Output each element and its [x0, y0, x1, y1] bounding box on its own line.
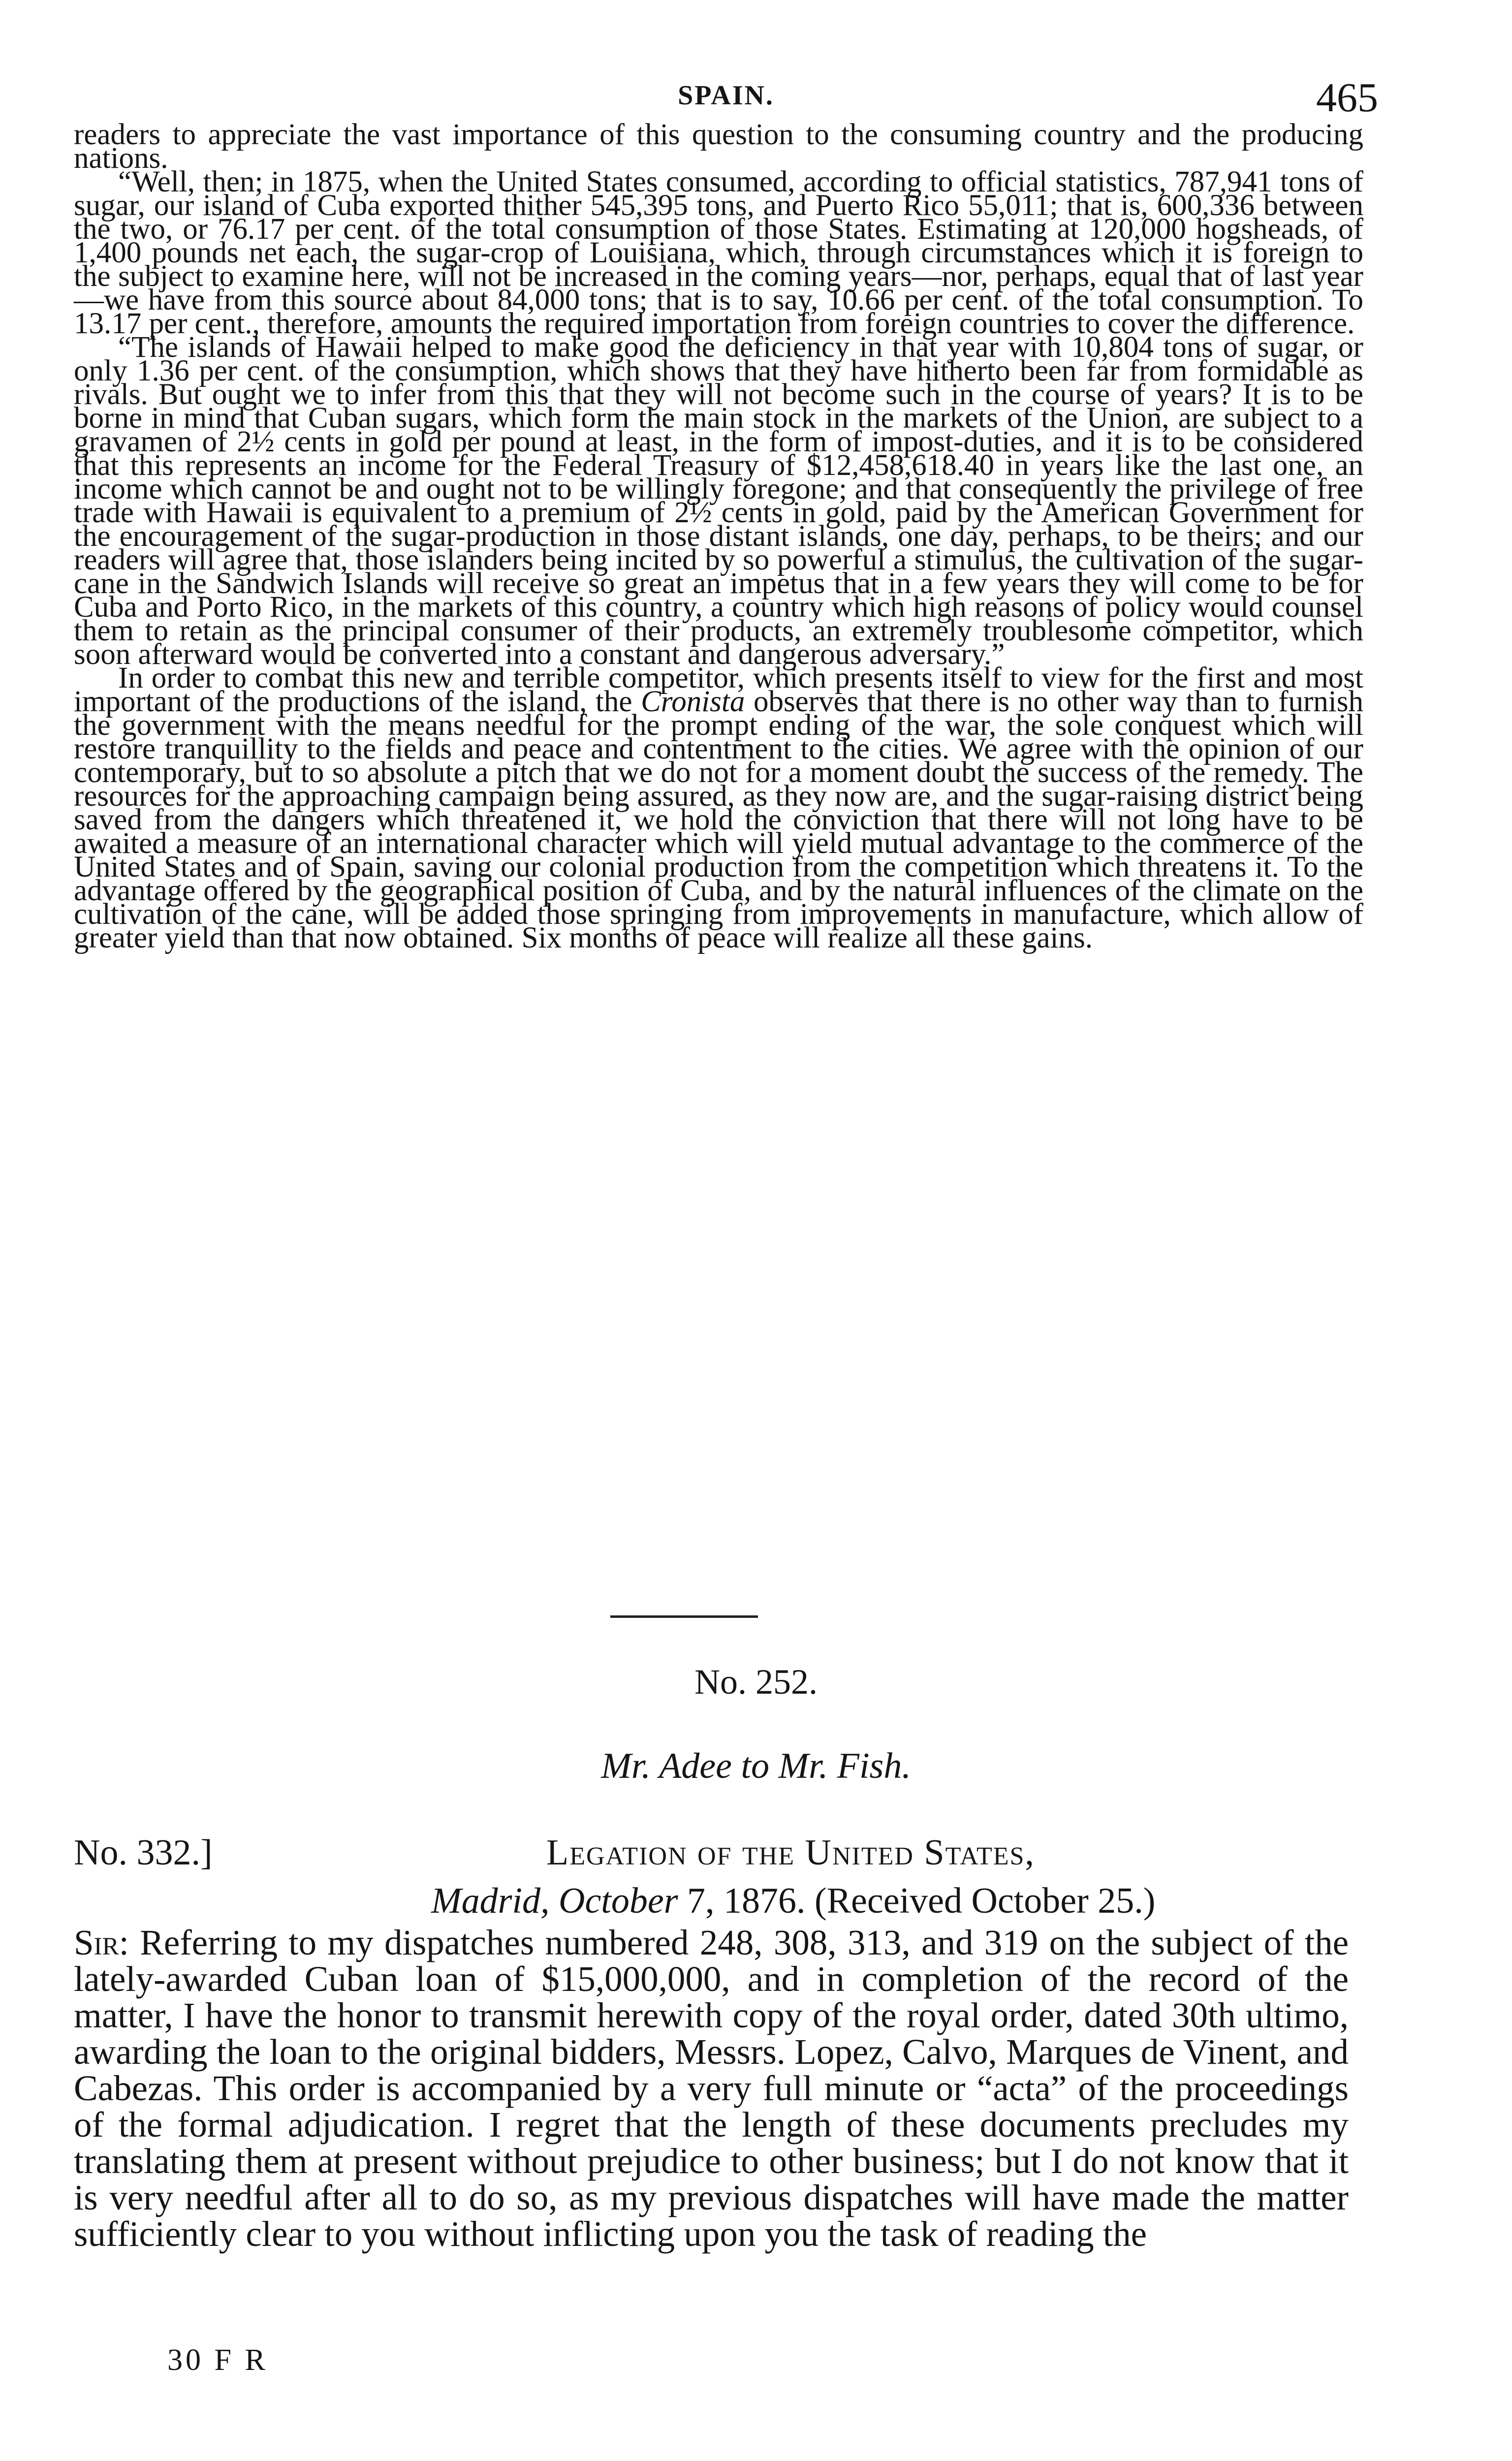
running-title: SPAIN.	[678, 80, 774, 111]
paragraph: “Well, then; in 1875, when the United States consumed, according to official statistics, 787,941 tons of sugar, our island of Cuba exported thither 545,395 tons, and Puerto Rico 55,011; that is, 600,336 between the two, or 76.17 per cent. of the total consumption of those States. Estimating at 120,000 hogsheads, of 1,400 pounds net each, the sugar-crop of Louisiana, which, through circumstances which it is foreign to the subject to examine here, will not be increased in the coming years—nor, perhaps, equal that of last year—we have from this source about 84,000 tons; that is to say, 10.66 per cent. of the total consumption. To 13.17 per cent., therefore, amounts the required importation from foreign countries to cover the difference.	[74, 165, 1363, 340]
date-line	[431, 1880, 1155, 1922]
date-rest: 7, 1876.	[678, 1881, 806, 1921]
document-heading: Mr. Adee to Mr. Fish.	[601, 1746, 911, 1786]
date-month: October	[559, 1881, 678, 1921]
running-head	[74, 74, 1378, 121]
paragraph: “The islands of Hawaii helped to make good the deficiency in that year with 10,804 tons of sugar, or only 1.36 per cent. of the consumption, which shows that they have hitherto been far from formidable as rivals. But ought we to infer from this that they will not become such in the course of years? It is to be borne in mind that Cuban sugars, which form the main stock in the markets of the Union, are subject to a gravamen of 2½ cents in gold per pound at least, in the form of impost-duties, and it is to be considered that this represents an income for the Federal Treasury of $12,458,618.40 in years like the last one, an income which cannot be and ought not to be willingly foregone; and that consequently the privilege of free trade with Hawaii is equivalent to a premium of 2½ cents in gold, paid by the American Government for the encouragement of the sugar-production in those distant islands, one day, perhaps, to be theirs; and our readers will agree that, those islanders being incited by so powerful a stimulus, the cultivation of the sugar-cane in the Sandwich Islands will receive so great an impetus that in a few years they will come to be for Cuba and Porto Rico, in the markets of this country, a country which high reasons of policy would counsel them to retain as the principal consumer of their products, an extremely troublesome competitor, which soon afterward would be converted into a constant and dangerous adversary.”	[74, 331, 1363, 671]
paragraph-text: In order to combat this new and terrible competitor, which presents itself to view for the first and most important of the productions of the island, the	[74, 662, 1363, 718]
paragraph-text: observes that there is no other way than to furnish the government with the means needful for the prompt ending of the war, the sole conquest which will restore tranquillity to the fields and peace and contentment to the cities. We agree with the opinion of our contemporary, but to so absolute a pitch that we do not for a moment doubt the success of the remedy. The resources for the approaching campaign being assured, as they now are, and the sugar-raising district being saved from the dangers which threatened it, we hold the conviction that there will not long have to be awaited a measure of an international character which will yield mutual advantage to the commerce of the United States and of Spain, saving our colonial production from the competition which threatens it. To the advantage offered by the geographical position of Cuba, and by the natural influences of the climate on the cultivation of the cane, will be added those springing from improvements in manufacture, which allow of greater yield than that now obtained. Six months of peace will realize all these gains.	[74, 685, 1363, 954]
paragraph	[74, 662, 1363, 954]
paragraph: readers to appreciate the vast importance of this question to the consuming country and the producing nations.	[74, 118, 1363, 175]
salutation: Sir:	[74, 1923, 129, 1962]
letter-body	[74, 1925, 1349, 2252]
newspaper-title: Cronista	[641, 685, 745, 718]
signature-mark: 30 F R	[167, 2343, 268, 2377]
page-number: 465	[1316, 75, 1378, 121]
dispatch-number: No. 332.]	[74, 1832, 213, 1873]
continued-text	[74, 118, 1363, 954]
letter-paragraph	[74, 1925, 1349, 2252]
legation-line: Legation of the United States,	[546, 1832, 1035, 1873]
section-divider	[610, 1615, 758, 1618]
document-number: No. 252.	[694, 1662, 818, 1702]
letter-text: Referring to my dispatches numbered 248, 308, 313, and 319 on the subject of the lately-awarded Cuban loan of $15,000,000, and in completion of the record of the matter, I have the honor to transmit herewith copy of the royal order, dated 30th ultimo, awarding the loan to the original bidders, Messrs. Lopez, Calvo, Marques de Vinent, and Cabezas. This order is accompanied by a very full minute or “acta” of the proceedings of the formal adjudication. I regret that the length of these documents precludes my translating them at present without prejudice to other business; but I do not know that it is very needful after all to do so, as my previous dispatches will have made the matter sufficiently clear to you without inflicting upon you the task of reading the	[74, 1923, 1349, 2254]
received-note: (Received October 25.)	[815, 1881, 1156, 1921]
place: Madrid,	[431, 1881, 550, 1921]
